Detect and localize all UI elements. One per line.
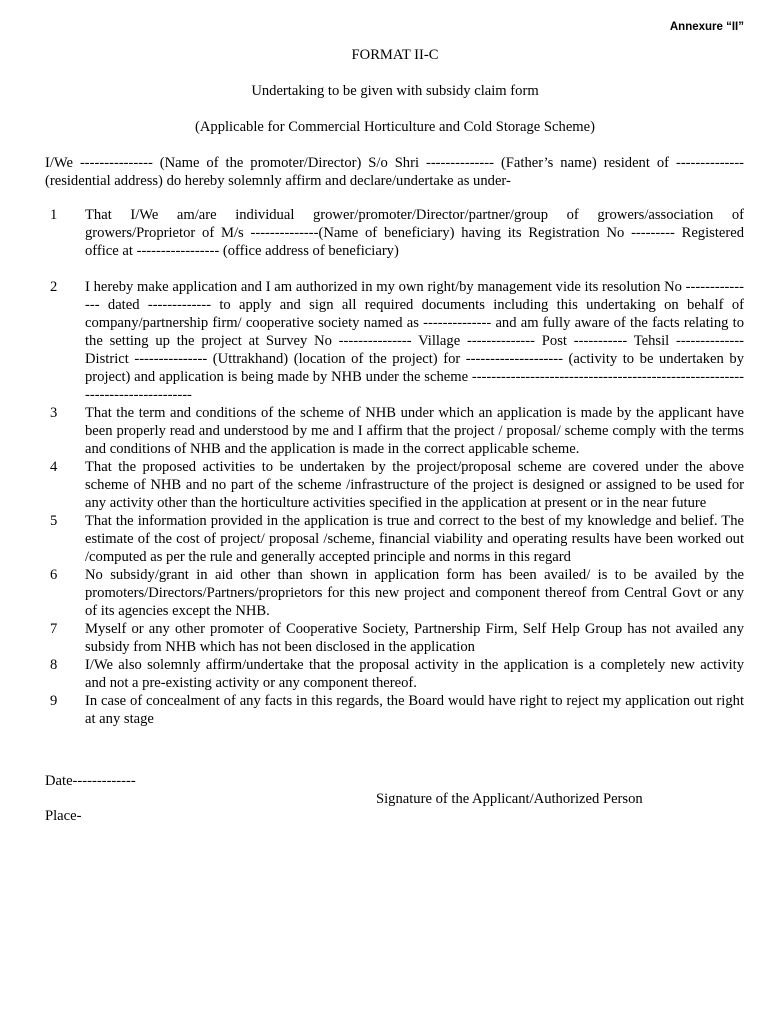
list-item (45, 206, 744, 260)
place-field: Place- (45, 808, 82, 824)
format-title: FORMAT II-C (351, 47, 439, 63)
annexure-label: Annexure “II” (669, 21, 744, 33)
item-number: 1 (50, 207, 58, 223)
list-item (45, 620, 744, 656)
signature-label: Signature of the Applicant/Authorized Person (376, 791, 643, 807)
document-subtitle: Undertaking to be given with subsidy claim form (251, 83, 539, 99)
item-text: That the proposed activities to be undertaken by the project/proposal scheme are covered under the above scheme of NHB and no part of the scheme /infrastructure of the project is designed or assigned to be used for any activity other than the horticulture activities specified in the application at present or in the near future (85, 459, 744, 511)
item-text: I hereby make application and I am authorized in my own right/by management vide its resolution No --------------- dated ------------- to apply and sign all required documents including this undertaking on behalf of company/partnership firm/ cooperative society named as -------------- and am fully aware of the facts relating to the setting up the project at Survey No --------------- Village -------------- Post ----------- Tehsil -------------- District --------------- (Uttrakhand) (location of the project) for -------------------- (activity to be undertaken by project) and application is being made by NHB under the scheme ------------------------------------------------------------------------------ (85, 279, 744, 403)
item-text: I/We also solemnly affirm/undertake that the proposal activity in the application is a completely new activity and not a pre-existing activity or any component thereof. (85, 657, 744, 691)
list-item (45, 512, 744, 566)
item-number: 5 (50, 513, 58, 529)
item-text: That the information provided in the application is true and correct to the best of my knowledge and belief. The estimate of the cost of project/ proposal /scheme, financial viability and operating results have been worked out /computed as per the rule and generally accepted principle and norms in this regard (85, 513, 744, 565)
item-text: That the term and conditions of the scheme of NHB under which an application is made by the applicant have been properly read and understood by me and I affirm that the project / proposal/ scheme comply with the terms and conditions of NHB and the application is made in the correct applicable scheme. (85, 405, 744, 457)
intro-paragraph: I/We --------------- (Name of the promoter/Director) S/o Shri -------------- (Father’s name) resident of -------------- (residential address) do hereby solemnly affirm and declare/undertake as under- (45, 155, 744, 189)
item-text: That I/We am/are individual grower/promoter/Director/partner/group of growers/association of growers/Proprietor of M/s --------------(Name of beneficiary) having its Registration No --------- Registered office at ----------------- (office address of beneficiary) (85, 207, 744, 259)
item-number: 2 (50, 279, 58, 295)
item-number: 8 (50, 657, 58, 673)
item-text: Myself or any other promoter of Cooperative Society, Partnership Firm, Self Help Group has not availed any subsidy from NHB which has not been disclosed in the application (85, 621, 744, 655)
item-text: In case of concealment of any facts in this regards, the Board would have right to reject my application out right at any stage (85, 693, 744, 727)
item-text: No subsidy/grant in aid other than shown in application form has been availed/ is to be availed by the promoters/Directors/Partners/proprietors for this new project and component thereof from Central Govt or any of its agencies except the NHB. (85, 567, 744, 619)
date-field: Date------------- (45, 773, 136, 789)
undertaking-list (45, 206, 744, 728)
list-item (45, 692, 744, 728)
list-item (45, 404, 744, 458)
item-number: 3 (50, 405, 58, 421)
item-number: 6 (50, 567, 58, 583)
item-number: 4 (50, 459, 58, 475)
list-item (45, 458, 744, 512)
list-item (45, 278, 744, 404)
applicability-note: (Applicable for Commercial Horticulture and Cold Storage Scheme) (195, 119, 595, 135)
item-number: 9 (50, 693, 58, 709)
list-item (45, 656, 744, 692)
list-item (45, 566, 744, 620)
item-number: 7 (50, 621, 58, 637)
